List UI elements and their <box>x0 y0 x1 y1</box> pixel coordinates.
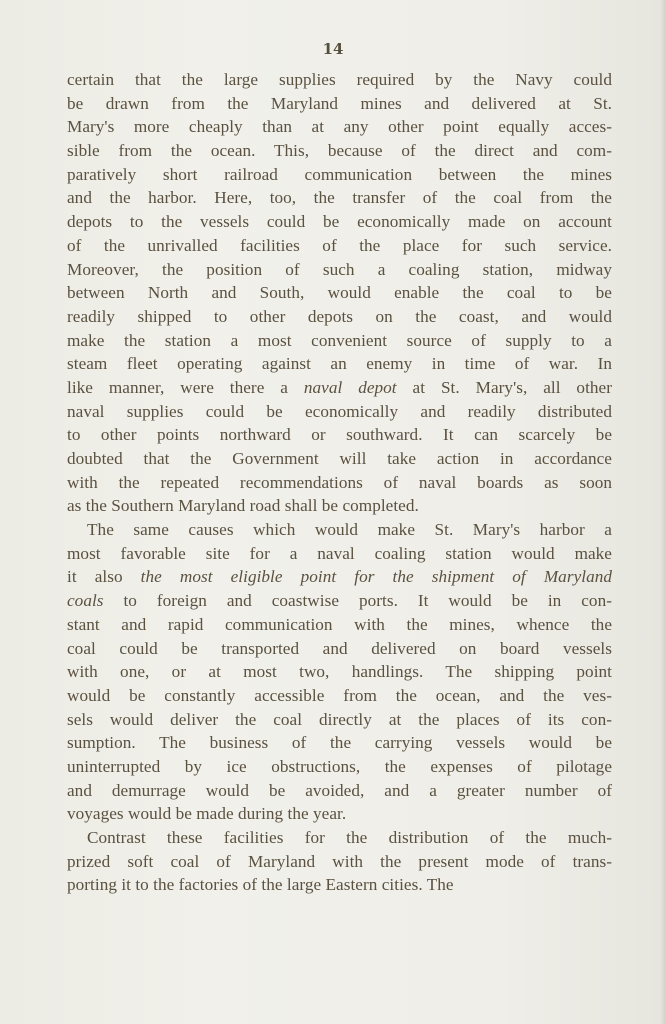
paragraph <box>67 68 612 518</box>
text-segment: like manner, were there a <box>67 377 304 397</box>
text-segment: between North and South, would enable the coal to be <box>67 283 612 303</box>
text-segment: and demurrage would be avoided, and a greater number of <box>67 780 612 800</box>
text-line <box>67 613 612 637</box>
text-segment: prized soft coal of Maryland with the present mode of trans- <box>67 851 612 871</box>
text-segment: uninterrupted by ice obstructions, the expenses of pilotage <box>67 756 612 776</box>
text-segment: sible from the ocean. This, because of the direct and com- <box>67 141 612 161</box>
text-line <box>67 589 612 613</box>
italic-text: the most eligible point for the shipment of Maryland <box>140 567 612 587</box>
text-line <box>67 139 612 163</box>
text-segment: with the repeated recommendations of naval boards as soon <box>67 472 612 492</box>
text-segment: to other points northward or southward. It can scarcely be <box>67 425 612 445</box>
text-line <box>67 826 612 850</box>
text-segment: to foreign and coastwise ports. It would be in con- <box>103 591 612 611</box>
page-number: 14 <box>322 40 344 58</box>
text-segment: most favorable site for a naval coaling station would make <box>67 543 612 563</box>
text-line <box>67 423 612 447</box>
text-line <box>67 494 612 518</box>
text-line <box>67 352 612 376</box>
text-segment: make the station a most convenient source of supply to a <box>67 330 612 350</box>
paragraph <box>67 826 612 897</box>
text-line <box>67 660 612 684</box>
paragraph <box>67 518 612 826</box>
text-line <box>67 447 612 471</box>
body-text <box>67 68 612 897</box>
text-segment: voyages would be made during the year. <box>67 804 347 824</box>
text-segment: Moreover, the position of such a coaling station, midway <box>67 259 612 279</box>
text-line <box>67 329 612 353</box>
text-line <box>67 542 612 566</box>
text-segment: at St. Mary's, all other <box>396 377 612 397</box>
text-line <box>67 873 612 897</box>
text-segment: certain that the large supplies required by the Navy could <box>67 70 612 89</box>
italic-text: naval depot <box>303 377 397 397</box>
text-segment: depots to the vessels could be economically made on account <box>67 212 612 232</box>
text-segment: be drawn from the Maryland mines and delivered at St. <box>67 93 612 113</box>
text-line <box>67 234 612 258</box>
text-segment: Mary's more cheaply than at any other point equally acces- <box>67 117 612 137</box>
text-segment: coal could be transported and delivered on board vessels <box>67 638 612 658</box>
text-segment: The same causes which would make St. Mary's harbor a <box>87 520 612 540</box>
text-line <box>67 471 612 495</box>
text-line <box>67 163 612 187</box>
text-segment: Contrast these facilities for the distribution of the much- <box>87 828 612 847</box>
text-segment: doubted that the Government will take action in accordance <box>67 449 612 468</box>
text-segment: of the unrivalled facilities of the place for such service. <box>67 235 612 255</box>
text-line <box>67 731 612 755</box>
page-edge <box>660 0 666 1024</box>
text-segment: would be constantly accessible from the ocean, and the ves- <box>67 685 612 705</box>
text-line <box>67 802 612 826</box>
text-line <box>67 779 612 803</box>
italic-text: coals <box>67 591 104 611</box>
text-line <box>67 708 612 732</box>
text-line <box>67 376 612 400</box>
text-line <box>67 400 612 424</box>
text-segment: as the Southern Maryland road shall be completed. <box>67 496 419 516</box>
text-line <box>67 565 612 589</box>
text-line <box>67 92 612 116</box>
text-line <box>67 637 612 661</box>
text-segment: paratively short railroad communication between the mines <box>67 164 612 184</box>
text-line <box>67 518 612 542</box>
text-segment: with one, or at most two, handlings. The shipping point <box>67 662 612 682</box>
text-line <box>67 115 612 139</box>
text-segment: naval supplies could be economically and readily distributed <box>67 401 612 421</box>
text-segment: steam fleet operating against an enemy in time of war. In <box>67 354 612 374</box>
text-segment: porting it to the factories of the large Eastern cities. The <box>67 875 454 895</box>
text-line <box>67 281 612 305</box>
text-segment: sels would deliver the coal directly at the places of its con- <box>67 709 612 729</box>
text-segment: and the harbor. Here, too, the transfer of the coal from the <box>67 188 612 208</box>
text-segment: it also <box>67 567 141 587</box>
text-line <box>67 210 612 234</box>
text-line <box>67 68 612 92</box>
text-line <box>67 755 612 779</box>
text-line <box>67 850 612 874</box>
text-segment: stant and rapid communication with the mines, whence the <box>67 614 612 634</box>
text-line <box>67 186 612 210</box>
text-line <box>67 305 612 329</box>
text-line <box>67 684 612 708</box>
text-segment: sumption. The business of the carrying vessels would be <box>67 733 612 753</box>
text-line <box>67 258 612 282</box>
text-segment: readily shipped to other depots on the coast, and would <box>67 306 612 326</box>
